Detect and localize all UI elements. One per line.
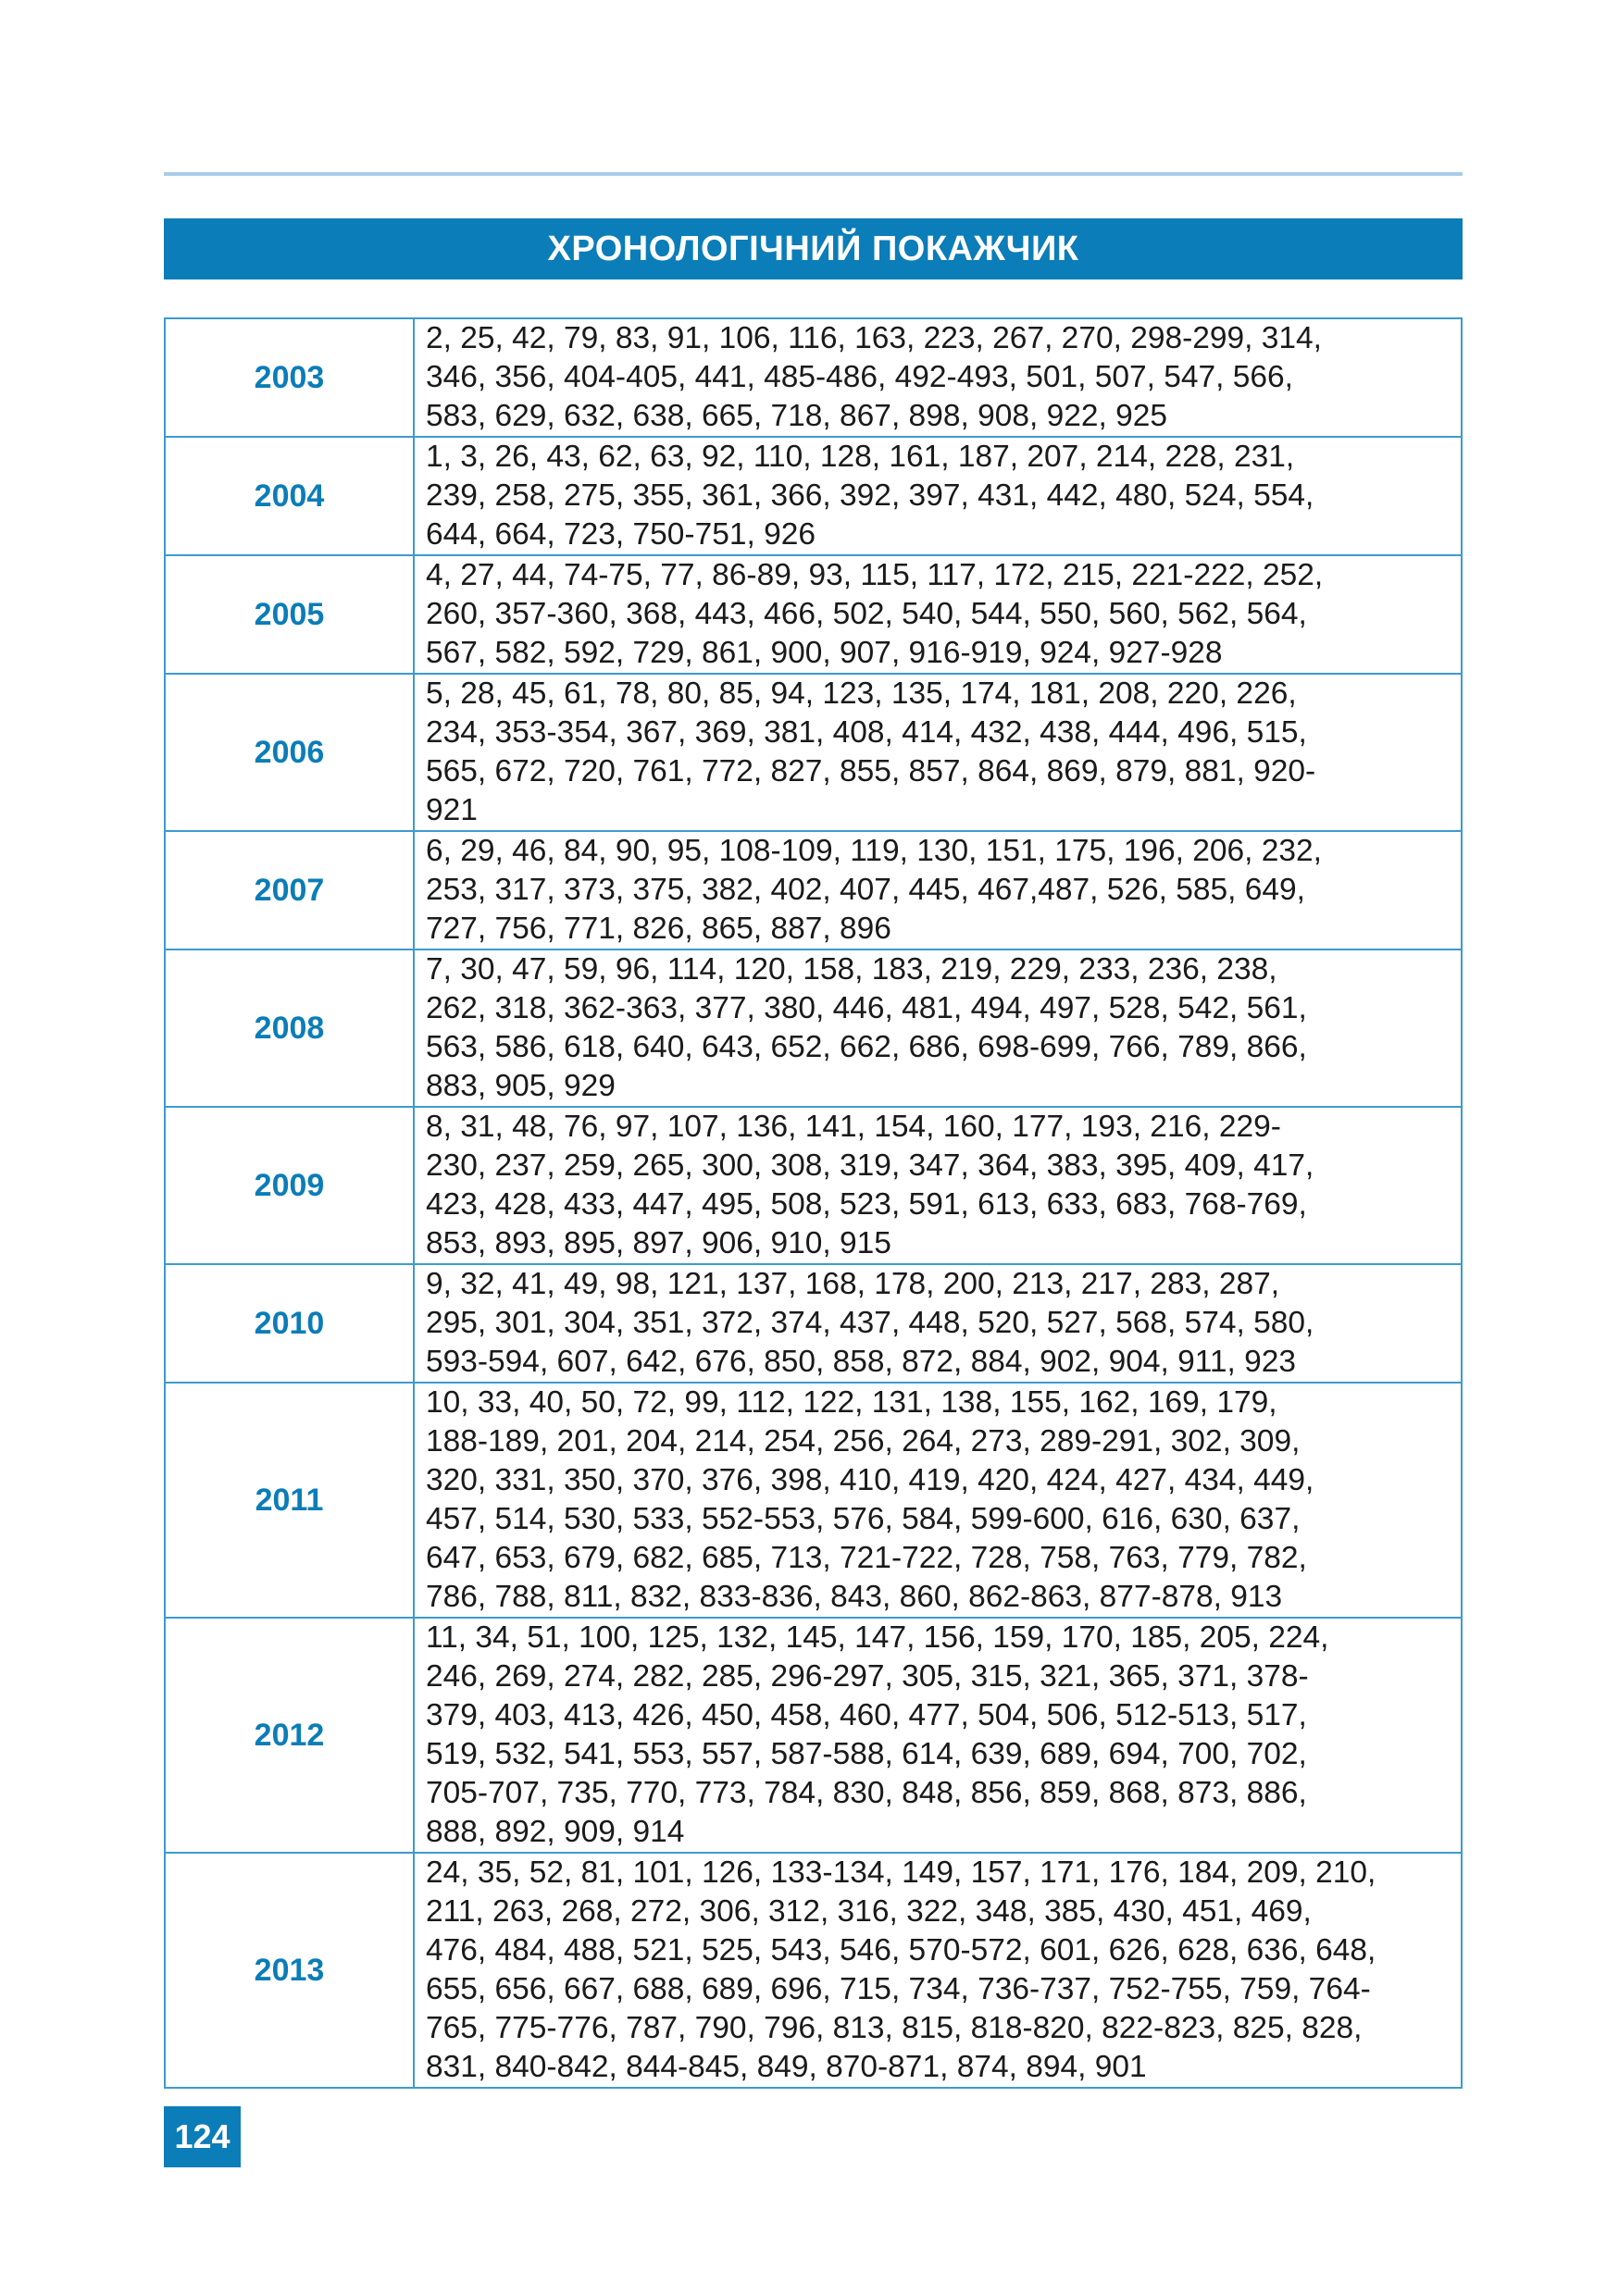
page-refs-line: 888, 892, 909, 914 <box>426 1815 685 1849</box>
page-refs-line: 7, 30, 47, 59, 96, 114, 120, 158, 183, 219, 229, 233, 236, 238, <box>426 952 1277 987</box>
index-row <box>165 949 1462 1107</box>
page-refs-line: 320, 331, 350, 370, 376, 398, 410, 419, 420, 424, 427, 434, 449, <box>426 1463 1314 1497</box>
page-number-badge <box>164 2106 241 2167</box>
page-refs-cell <box>414 437 1462 555</box>
page-refs-line: 260, 357-360, 368, 443, 466, 502, 540, 544, 550, 560, 562, 564, <box>426 597 1307 631</box>
page-refs-line: 1, 3, 26, 43, 62, 63, 92, 110, 128, 161, 187, 207, 214, 228, 231, <box>426 440 1295 474</box>
page-refs-line: 4, 27, 44, 74-75, 77, 86-89, 93, 115, 117, 172, 215, 221-222, 252, <box>426 558 1324 592</box>
page-refs-line: 883, 905, 929 <box>426 1069 616 1103</box>
page-refs-line: 9, 32, 41, 49, 98, 121, 137, 168, 178, 200, 213, 217, 283, 287, <box>426 1267 1280 1301</box>
page-refs-line: 567, 582, 592, 729, 861, 900, 907, 916-919, 924, 927-928 <box>426 636 1223 670</box>
year-cell: 2004 <box>165 437 414 555</box>
page-refs-line: 423, 428, 433, 447, 495, 508, 523, 591, 613, 633, 683, 768-769, <box>426 1187 1307 1222</box>
index-row <box>165 1853 1462 2088</box>
year-cell: 2013 <box>165 1853 414 2088</box>
section-header <box>164 218 1463 279</box>
year-cell: 2007 <box>165 831 414 949</box>
index-row <box>165 831 1462 949</box>
page-refs-line: 831, 840-842, 844-845, 849, 870-871, 874, 894, 901 <box>426 2050 1147 2084</box>
page-refs-line: 644, 664, 723, 750-751, 926 <box>426 517 816 552</box>
index-row <box>165 1618 1462 1853</box>
index-row <box>165 318 1462 437</box>
page-refs-line: 8, 31, 48, 76, 97, 107, 136, 141, 154, 160, 177, 193, 216, 229- <box>426 1110 1281 1144</box>
year-cell: 2011 <box>165 1383 414 1618</box>
page-refs-line: 727, 756, 771, 826, 865, 887, 896 <box>426 912 891 946</box>
year-cell: 2005 <box>165 555 414 674</box>
page-refs-line: 563, 586, 618, 640, 643, 652, 662, 686, 698-699, 766, 789, 866, <box>426 1030 1307 1064</box>
index-row <box>165 437 1462 555</box>
page-refs-line: 24, 35, 52, 81, 101, 126, 133-134, 149, 157, 171, 176, 184, 209, 210, <box>426 1855 1376 1890</box>
page-refs-cell <box>414 1264 1462 1383</box>
page-refs-line: 295, 301, 304, 351, 372, 374, 437, 448, 520, 527, 568, 574, 580, <box>426 1306 1314 1340</box>
page-refs-line: 346, 356, 404-405, 441, 485-486, 492-493, 501, 507, 547, 566, <box>426 360 1293 394</box>
page-refs-cell <box>414 674 1462 831</box>
page-refs-line: 246, 269, 274, 282, 285, 296-297, 305, 315, 321, 365, 371, 378- <box>426 1659 1309 1694</box>
page-refs-line: 457, 514, 530, 533, 552-553, 576, 584, 599-600, 616, 630, 637, <box>426 1502 1301 1536</box>
index-table-body <box>165 318 1462 2088</box>
index-row <box>165 1383 1462 1618</box>
page-refs-line: 705-707, 735, 770, 773, 784, 830, 848, 856, 859, 868, 873, 886, <box>426 1776 1307 1810</box>
page-refs-line: 921 <box>426 793 478 827</box>
page-refs-cell <box>414 1618 1462 1853</box>
page-refs-line: 765, 775-776, 787, 790, 796, 813, 815, 818-820, 822-823, 825, 828, <box>426 2011 1363 2045</box>
page-refs-line: 379, 403, 413, 426, 450, 458, 460, 477, 504, 506, 512-513, 517, <box>426 1698 1307 1732</box>
page-refs-line: 476, 484, 488, 521, 525, 543, 546, 570-572, 601, 626, 628, 636, 648, <box>426 1933 1376 1967</box>
index-row <box>165 1107 1462 1264</box>
page-refs-line: 593-594, 607, 642, 676, 850, 858, 872, 884, 902, 904, 911, 923 <box>426 1345 1297 1379</box>
page-refs-line: 239, 258, 275, 355, 361, 366, 392, 397, 431, 442, 480, 524, 554, <box>426 478 1314 513</box>
year-cell: 2008 <box>165 949 414 1107</box>
page-refs-line: 188-189, 201, 204, 214, 254, 256, 264, 273, 289-291, 302, 309, <box>426 1424 1301 1458</box>
page-refs-line: 11, 34, 51, 100, 125, 132, 145, 147, 156, 159, 170, 185, 205, 224, <box>426 1620 1329 1655</box>
section-title: ХРОНОЛОГІЧНИЙ ПОКАЖЧИК <box>547 229 1079 268</box>
page-refs-line: 647, 653, 679, 682, 685, 713, 721-722, 728, 758, 763, 779, 782, <box>426 1541 1307 1575</box>
year-cell: 2009 <box>165 1107 414 1264</box>
page-refs-line: 5, 28, 45, 61, 78, 80, 85, 94, 123, 135, 174, 181, 208, 220, 226, <box>426 676 1297 711</box>
page-refs-line: 253, 317, 373, 375, 382, 402, 407, 445, 467,487, 526, 585, 649, <box>426 873 1305 907</box>
index-row <box>165 674 1462 831</box>
page-refs-line: 230, 237, 259, 265, 300, 308, 319, 347, 364, 383, 395, 409, 417, <box>426 1148 1314 1183</box>
page-number: 124 <box>174 2117 230 2155</box>
page-refs-line: 786, 788, 811, 832, 833-836, 843, 860, 862-863, 877-878, 913 <box>426 1580 1283 1614</box>
page-refs-cell <box>414 555 1462 674</box>
page-refs-cell <box>414 318 1462 437</box>
page-refs-cell <box>414 1853 1462 2088</box>
page-refs-cell <box>414 949 1462 1107</box>
chronological-index-table <box>164 317 1463 2089</box>
index-row <box>165 1264 1462 1383</box>
year-cell: 2006 <box>165 674 414 831</box>
page-refs-line: 565, 672, 720, 761, 772, 827, 855, 857, 864, 869, 879, 881, 920- <box>426 754 1316 788</box>
page-refs-line: 2, 25, 42, 79, 83, 91, 106, 116, 163, 223, 267, 270, 298-299, 314, <box>426 321 1322 355</box>
page-refs-line: 583, 629, 632, 638, 665, 718, 867, 898, 908, 922, 925 <box>426 399 1167 433</box>
page-refs-cell <box>414 1383 1462 1618</box>
index-row <box>165 555 1462 674</box>
top-rule <box>164 172 1463 176</box>
page-refs-line: 655, 656, 667, 688, 689, 696, 715, 734, 736-737, 752-755, 759, 764- <box>426 1972 1371 2006</box>
year-cell: 2012 <box>165 1618 414 1853</box>
page-refs-line: 211, 263, 268, 272, 306, 312, 316, 322, 348, 385, 430, 451, 469, <box>426 1894 1312 1929</box>
page-refs-line: 234, 353-354, 367, 369, 381, 408, 414, 432, 438, 444, 496, 515, <box>426 715 1307 750</box>
year-cell: 2003 <box>165 318 414 437</box>
page-refs-line: 10, 33, 40, 50, 72, 99, 112, 122, 131, 138, 155, 162, 169, 179, <box>426 1385 1277 1420</box>
year-cell: 2010 <box>165 1264 414 1383</box>
page-refs-line: 262, 318, 362-363, 377, 380, 446, 481, 494, 497, 528, 542, 561, <box>426 991 1307 1025</box>
page-refs-line: 6, 29, 46, 84, 90, 95, 108-109, 119, 130, 151, 175, 196, 206, 232, <box>426 834 1322 868</box>
page-refs-cell <box>414 831 1462 949</box>
page-refs-line: 853, 893, 895, 897, 906, 910, 915 <box>426 1226 891 1260</box>
page-refs-line: 519, 532, 541, 553, 557, 587-588, 614, 639, 689, 694, 700, 702, <box>426 1737 1307 1771</box>
page-refs-cell <box>414 1107 1462 1264</box>
